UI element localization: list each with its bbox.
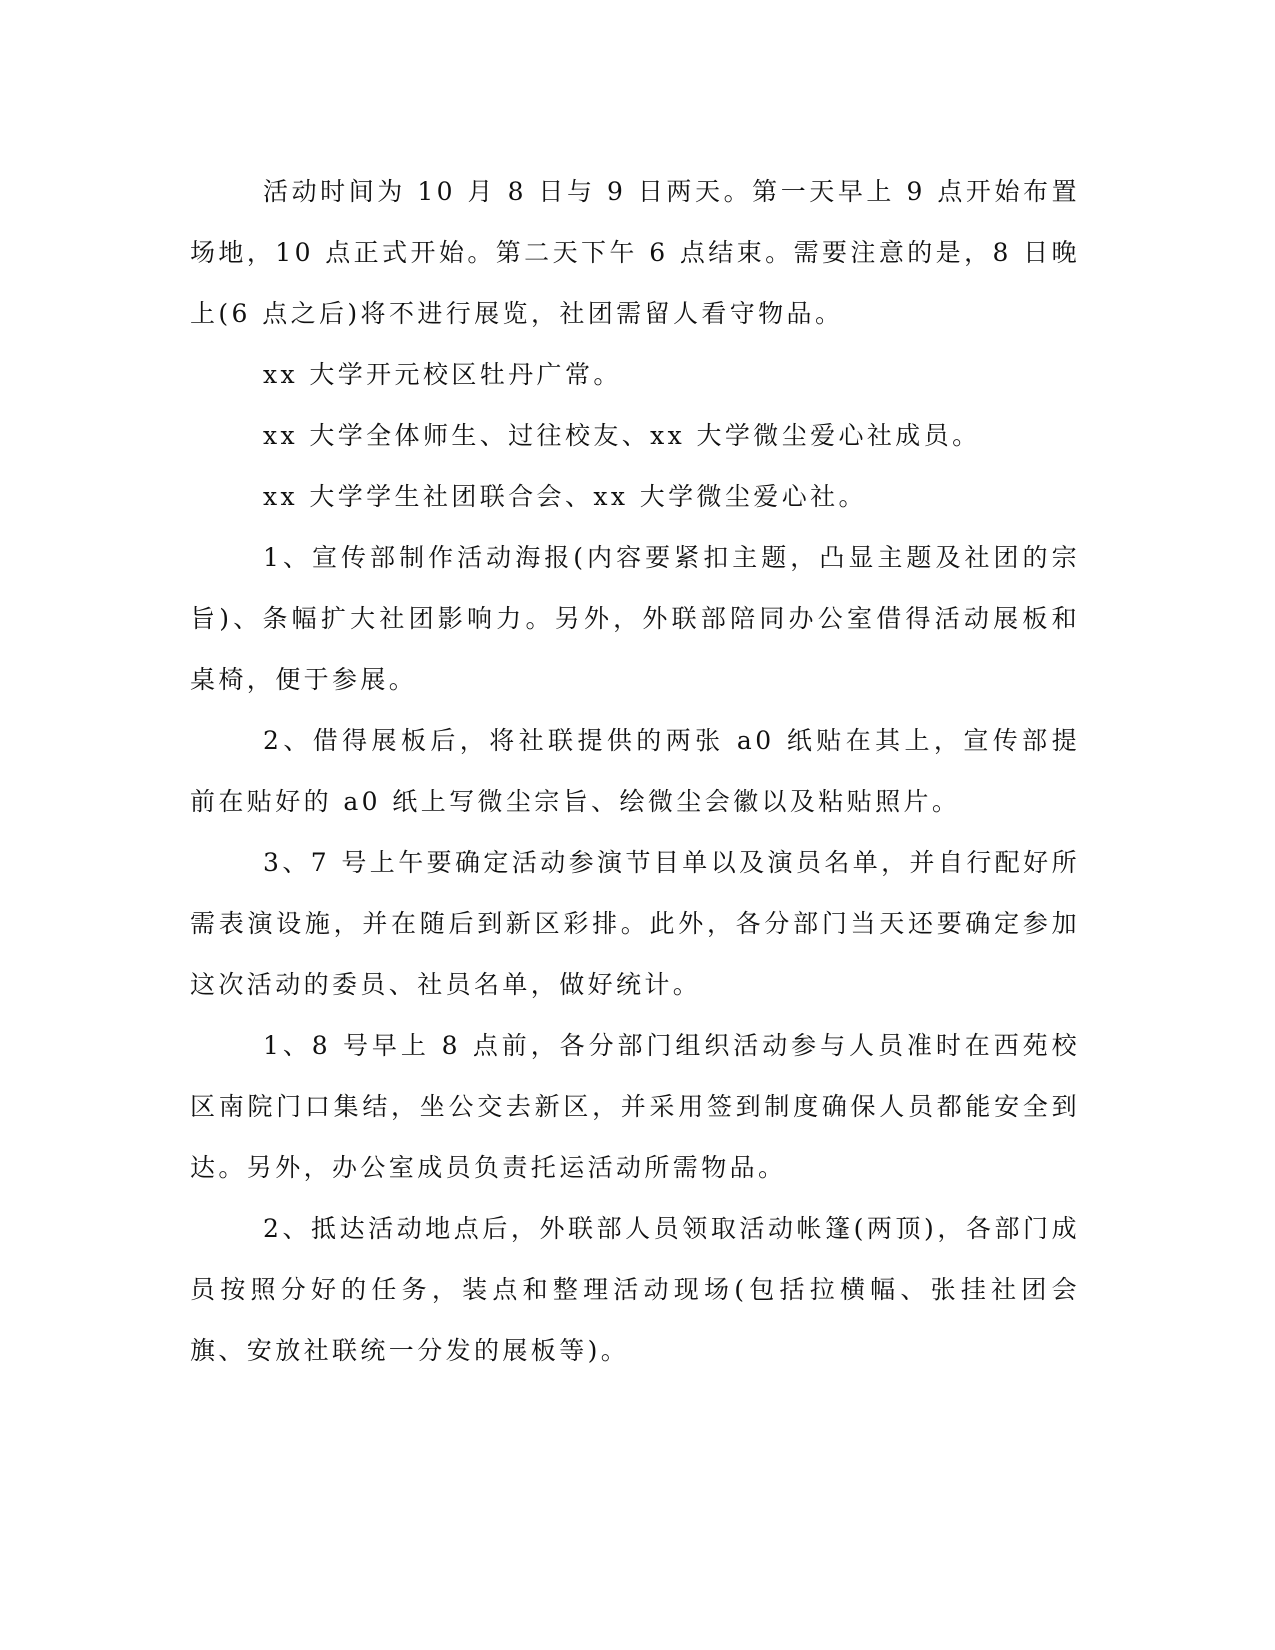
paragraph-prep-step-1: 1、宣传部制作活动海报(内容要紧扣主题，凸显主题及社团的宗旨)、条幅扩大社团影响力。另外，外联部陪同办公室借得活动展板和桌椅，便于参展。 (190, 543, 1080, 694)
paragraph-event-step-1: 1、8 号早上 8 点前，各分部门组织活动参与人员准时在西苑校区南院门口集结，坐公交去新区，并采用签到制度确保人员都能安全到达。另外，办公室成员负责托运活动所需物品。 (190, 1031, 1080, 1182)
paragraph-prep-step-2: 2、借得展板后，将社联提供的两张 a0 纸贴在其上，宣传部提前在贴好的 a0 纸上写微尘宗旨、绘微尘会徽以及粘贴照片。 (190, 726, 1080, 816)
paragraph-venue: xx 大学开元校区牡丹广常。 (263, 360, 622, 389)
paragraph-prep-step-3: 3、7 号上午要确定活动参演节目单以及演员名单，并自行配好所需表演设施，并在随后到新区彩排。此外，各分部门当天还要确定参加这次活动的委员、社员名单，做好统计。 (190, 848, 1080, 999)
paragraph-participants: xx 大学全体师生、过往校友、xx 大学微尘爱心社成员。 (263, 421, 981, 450)
paragraph-organizers: xx 大学学生社团联合会、xx 大学微尘爱心社。 (263, 482, 867, 511)
paragraph-activity-time: 活动时间为 10 月 8 日与 9 日两天。第一天早上 9 点开始布置场地，10 点正式开始。第二天下午 6 点结束。需要注意的是，8 日晚上(6 点之后)将不进行展览，社团需留人看守物品。 (190, 177, 1080, 328)
paragraph-event-step-2: 2、抵达活动地点后，外联部人员领取活动帐篷(两顶)，各部门成员按照分好的任务，装点和整理活动现场(包括拉横幅、张挂社团会旗、安放社联统一分发的展板等)。 (190, 1214, 1080, 1365)
document-body (190, 161, 1080, 1381)
